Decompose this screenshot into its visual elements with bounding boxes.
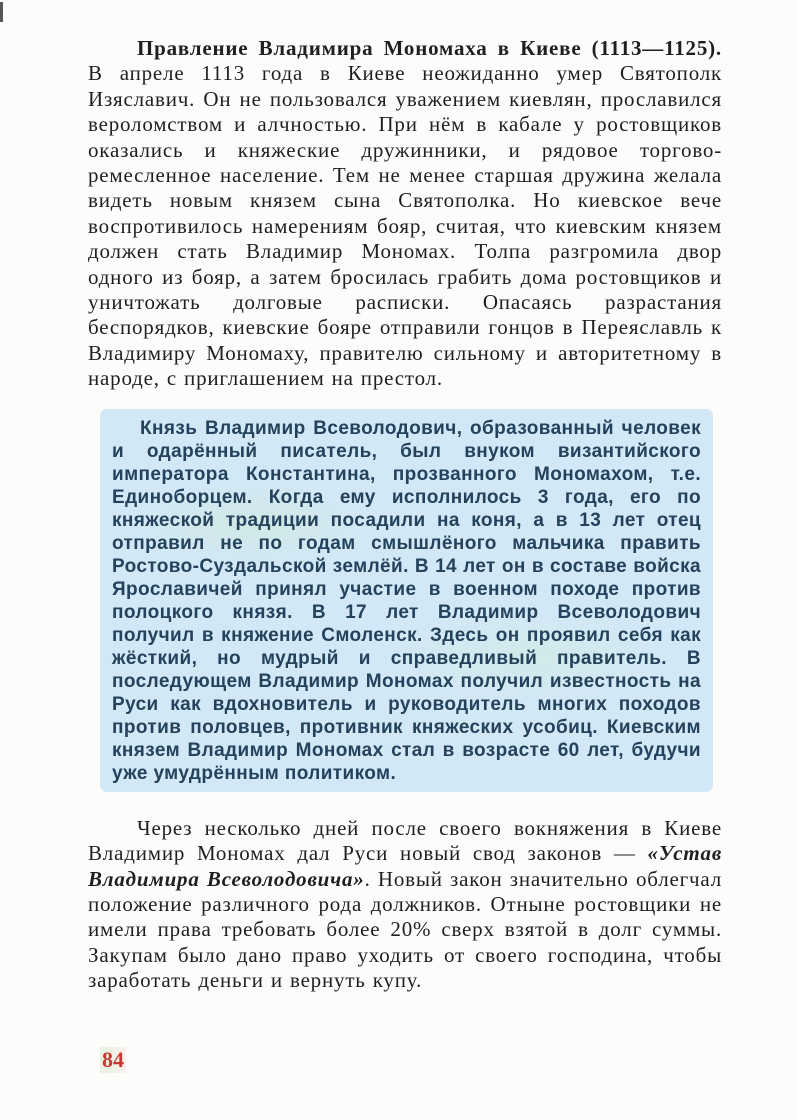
page-content: [88, 36, 722, 994]
page-number: 84: [102, 1047, 124, 1072]
law-title: «Устав Владимира Всеволодовича»: [88, 841, 722, 891]
info-box: [100, 409, 713, 792]
info-box-text: Князь Владимир Всеволодович, образованный человек и одарённый писатель, был внуком византийского императора Константина, прозванного Мономахом, т.е. Единоборцем. Когда ему исполнилось 3 года, его по княжеской традиции посадили на коня, а в 13 лет отец отправил не по годам смышлёного мальчика править Ростово-Суздальской землёй. В 14 лет он в составе войска Ярославичей принял участие в военном походе против полоцкого князя. В 17 лет Владимир Всеволодович получил в княжение Смоленск. Здесь он проявил себя как жёсткий, но мудрый и справедливый правитель. В последующем Владимир Мономах получил известность на Руси как вдохновитель и руководитель многих походов против половцев, противник княжеских усобиц. Киевским князем Владимир Мономах стал в возрасте 60 лет, будучи уже умудрённым политиком.: [112, 417, 701, 784]
section-heading: Правление Владимира Мономаха в Киеве (1113—1125).: [137, 36, 722, 60]
intro-paragraph: [88, 36, 722, 392]
closing-paragraph: [88, 816, 722, 994]
closing-paragraph-text-before: Через несколько дней после своего вокняжения в Киеве Владимир Мономах дал Руси новый свод законов —: [88, 815, 722, 866]
scan-edge-artifact: [0, 2, 3, 22]
closing-paragraph-text-after: . Новый закон значительно облегчал положение различного рода должников. Отныне ростовщики не имели права требовать более 20% сверх взятой в долг суммы. Закупам было дано право уходить от своего господина, чтобы заработать деньги и вернуть купу.: [88, 866, 722, 993]
intro-paragraph-text: В апреле 1113 года в Киеве неожиданно умер Святополк Изяславич. Он не пользовался уважением киевлян, прославился вероломством и алчностью. При нём в кабале у ростовщиков оказались и княжеские дружинники, и рядовое торгово-ремесленное население. Тем не менее старшая дружина желала видеть новым князем сына Святополка. Но киевское вече воспротивилось намерениям бояр, считая, что киевским князем должен стать Владимир Мономах. Толпа разгромила двор одного из бояр, а затем бросилась грабить дома ростовщиков и уничтожать долговые расписки. Опасаясь разрастания беспорядков, киевские бояре отправили гонцов в Переяславль к Владимиру Мономаху, правителю сильному и авторитетному в народе, с приглашением на престол.: [88, 61, 722, 391]
